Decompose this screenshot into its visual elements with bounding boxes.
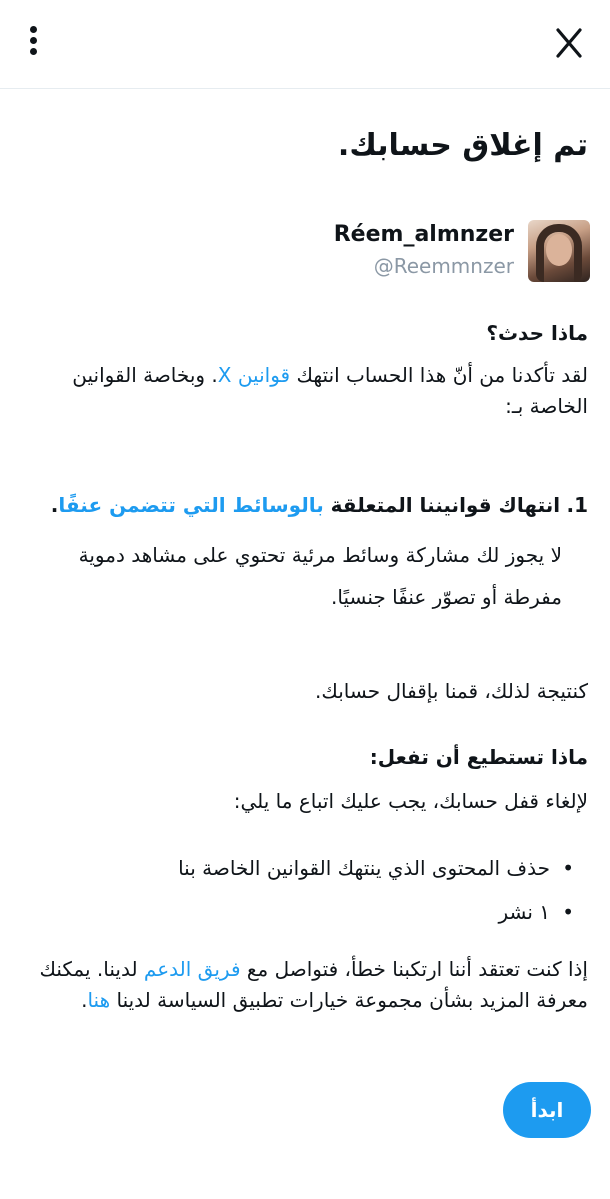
support-text-end: . — [81, 988, 88, 1012]
support-text-2: لدينا. يمكنك معرفة المزيد بشأن مجموعة خيارات تطبيق السياسة لدينا — [39, 957, 588, 1012]
support-team-link[interactable]: فريق الدعم — [143, 957, 241, 981]
close-button[interactable] — [552, 26, 586, 60]
here-link[interactable]: هنا — [87, 988, 111, 1012]
x-rules-link[interactable]: قوانين X — [217, 363, 291, 387]
avatar — [528, 220, 590, 282]
account-handle: @Reemmnzer — [373, 254, 514, 278]
close-icon — [552, 26, 586, 60]
support-text — [18, 954, 588, 1016]
violation-summary — [18, 360, 588, 422]
violation-end: . — [50, 493, 59, 517]
page-title: تم إغلاق حسابك. — [337, 128, 588, 163]
summary-text: لقد تأكدنا من أنّ هذا الحساب انتهك — [290, 363, 588, 387]
violation-text: انتهاك قوانيننا المتعلقة — [323, 493, 561, 517]
list-item: • ١ نشر — [18, 890, 588, 934]
result-text: كنتيجة لذلك، قمنا بإقفال حسابك. — [315, 679, 588, 703]
top-bar — [0, 0, 610, 89]
violation-number: 1. — [566, 493, 588, 517]
unlock-instructions: لإلغاء قفل حسابك، يجب عليك اتباع ما يلي: — [233, 789, 588, 813]
support-text-1: إذا كنت تعتقد أننا ارتكبنا خطأ، فتواصل مع — [240, 957, 588, 981]
steps-list — [18, 846, 588, 934]
list-item: • حذف المحتوى الذي ينتهك القوانين الخاصة بنا — [18, 846, 588, 890]
start-button[interactable]: ابدأ — [503, 1082, 591, 1138]
violent-media-link[interactable]: بالوسائط التي تتضمن عنفًا — [58, 493, 324, 517]
what-to-do-heading: ماذا تستطيع أن تفعل: — [369, 745, 588, 769]
more-vertical-icon[interactable] — [22, 26, 46, 60]
account-name: Réem_almnzer — [333, 222, 514, 247]
violation-description: لا يجوز لك مشاركة وسائط مرئية تحتوي على مشاهد دموية مفرطة أو تصوّر عنفًا جنسيًا. — [78, 543, 562, 609]
violation-item — [18, 490, 588, 521]
summary-text-end: . وبخاصة القوانين الخاصة بـ: — [72, 363, 588, 418]
what-happened-heading: ماذا حدث؟ — [486, 321, 588, 345]
